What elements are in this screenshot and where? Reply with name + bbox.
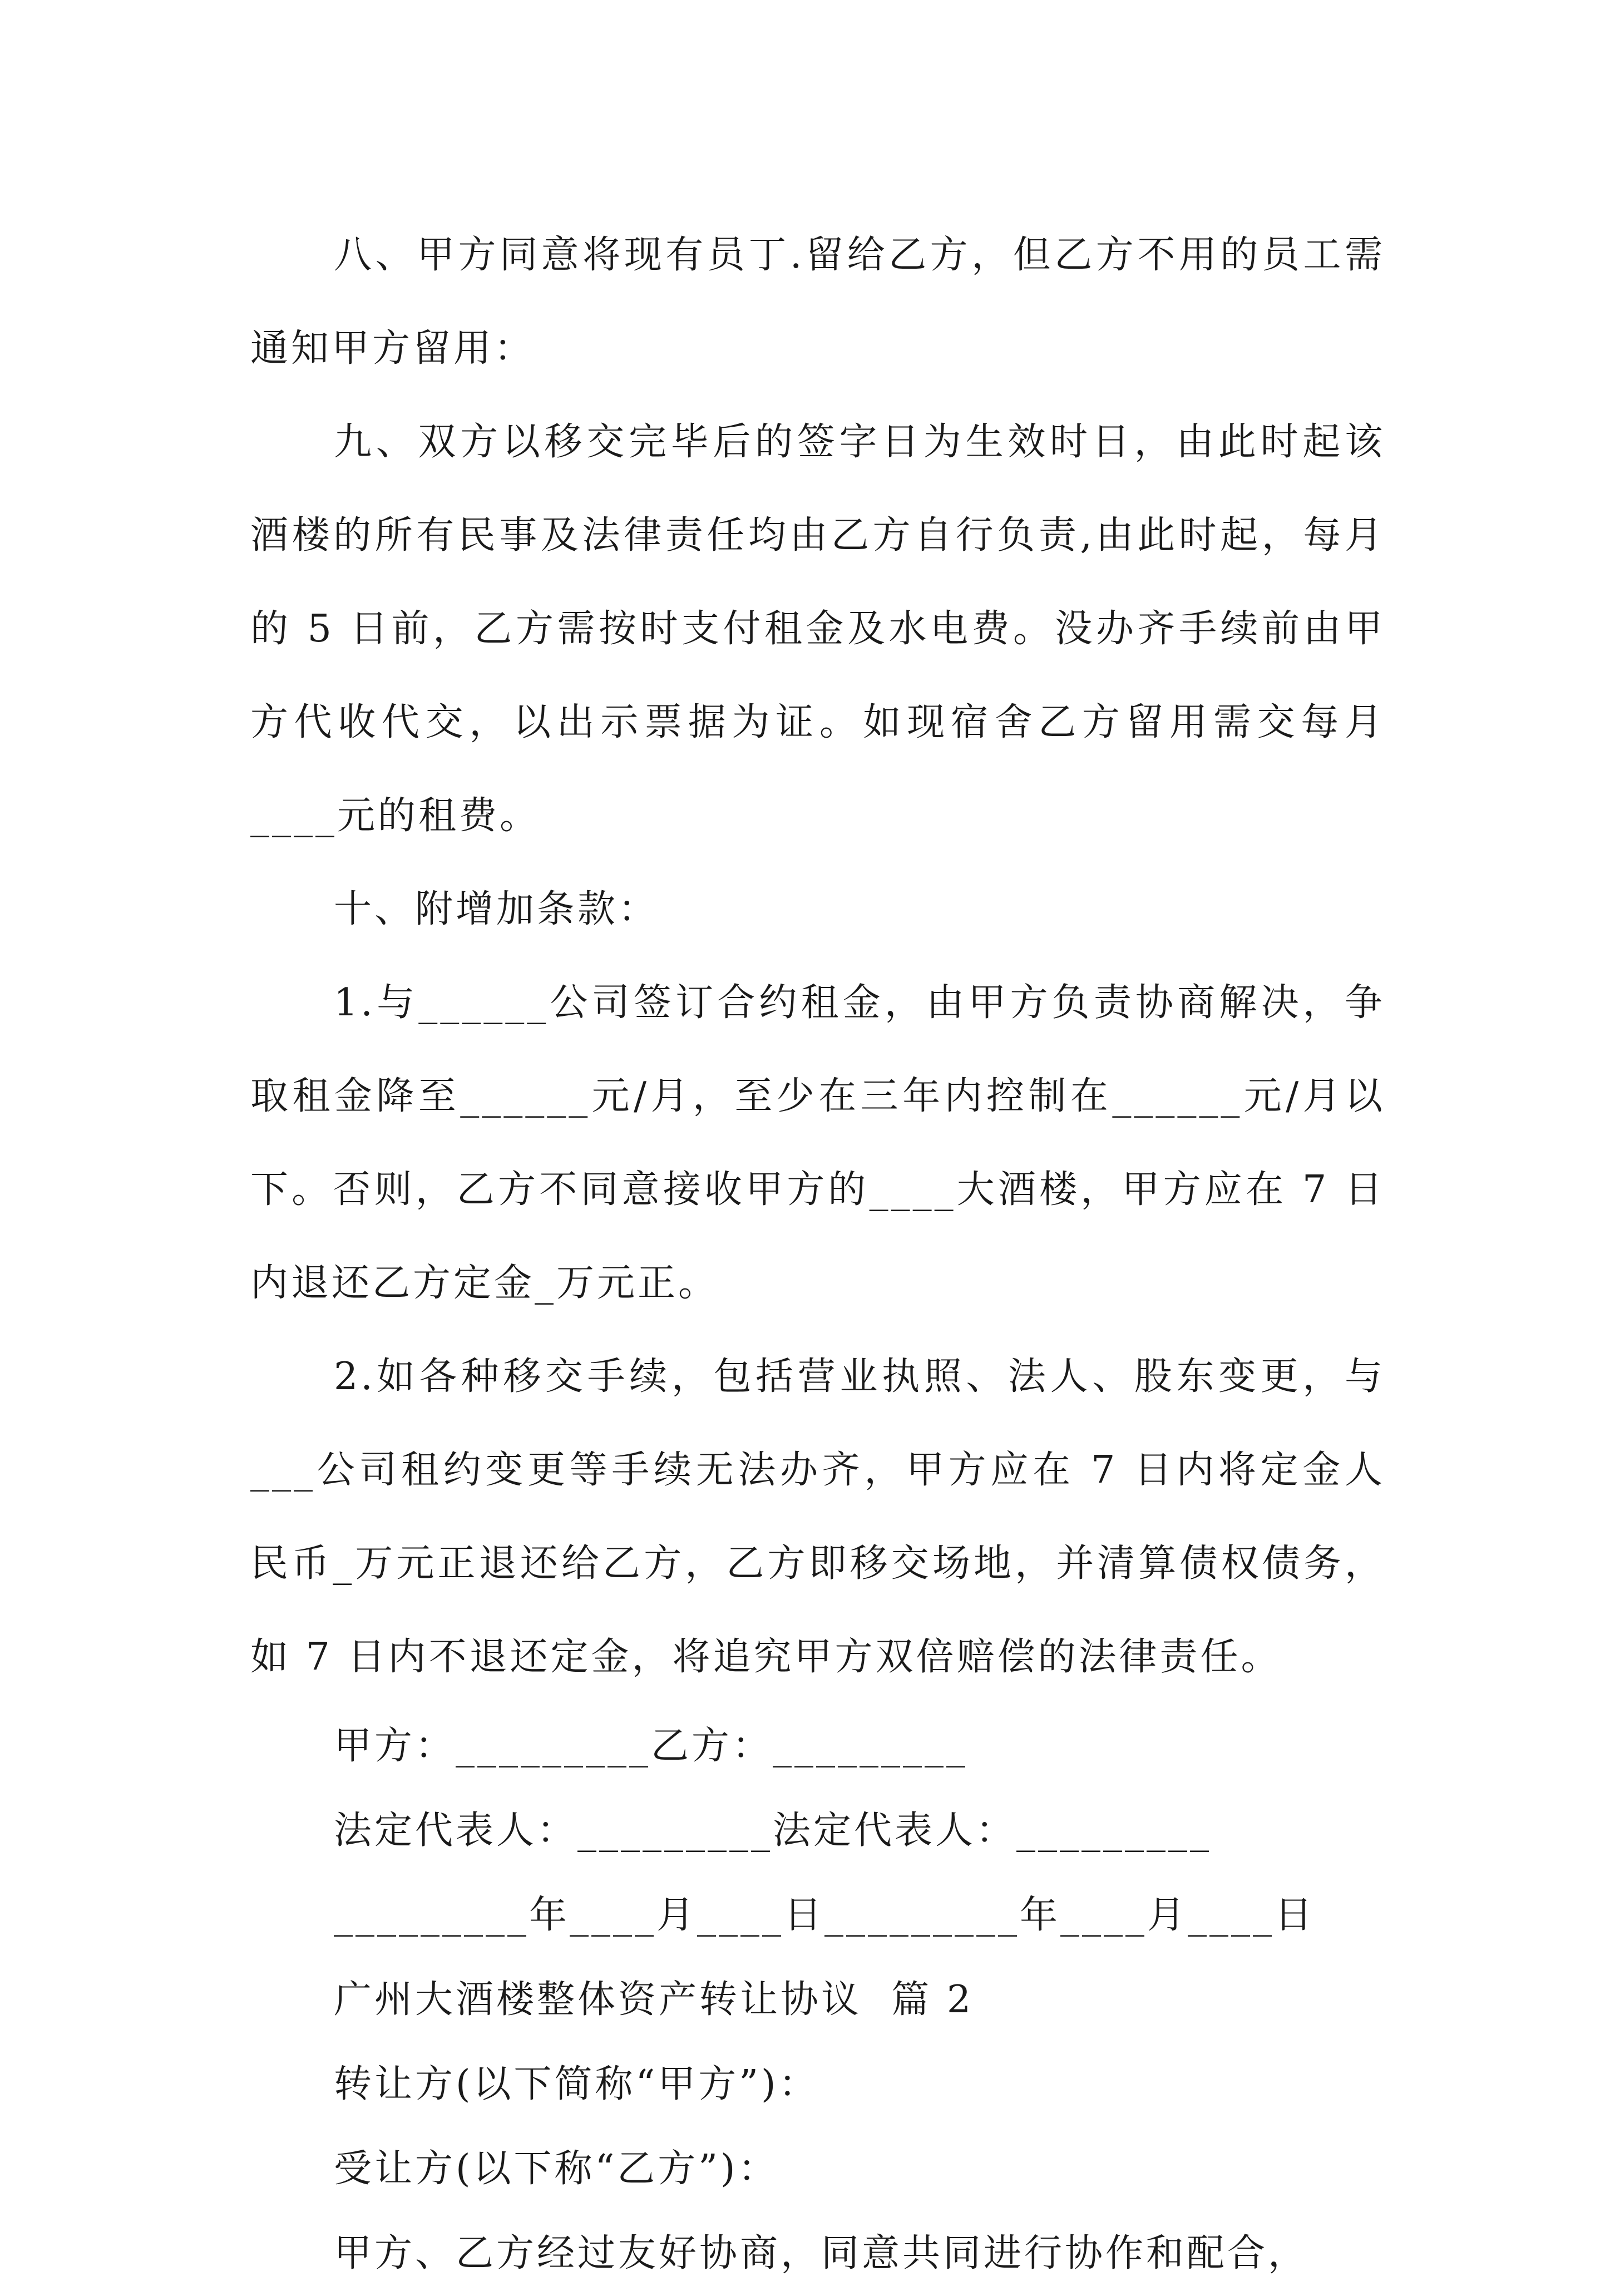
signature-representatives: 法定代表人：_________法定代表人：_________ bbox=[334, 1809, 1212, 1853]
transferor-line: 转让方(以下简称“甲方”)： bbox=[334, 2062, 819, 2106]
section-2-intro: 甲方、乙方经过友好协商，同意共同进行协作和配合， bbox=[334, 2231, 1309, 2275]
clause-10-item-2: 2.如各种移交手续，包括营业执照、法人、股东变更，与___公司租约变更等手续无法办齐，甲方应在 7 日内将定金人民币_万元正退还给乙方，乙方即移交场地，并清算债权债务，如 7 日内不退还定金，将追究甲方双倍赔偿的法律责任。 bbox=[250, 1355, 1385, 1679]
clause-10-heading: 十、附增加条款： bbox=[334, 887, 659, 931]
transferee-line: 受让方(以下称“乙方”)： bbox=[334, 2147, 779, 2191]
document-body bbox=[250, 209, 1385, 2296]
signature-parties: 甲方：_________乙方：_________ bbox=[334, 1724, 969, 1768]
clause-10-item-1: 1.与______公司签订合约租金，由甲方负责协商解决，争取租金降至______元/月，至少在三年内控制在______元/月以下。否则，乙方不同意接收甲方的____大酒楼，甲方应在 7 日内退还乙方定金_万元正。 bbox=[250, 981, 1385, 1305]
section-2-title: 广州大酒楼整体资产转让协议 篇 2 bbox=[334, 1978, 974, 2022]
clause-9: 九、双方以移交完毕后的签字日为生效时日，由此时起该酒楼的所有民事及法律责任均由乙方自行负责,由此时起，每月的 5 日前，乙方需按时支付租金及水电费。没办齐手续前由甲方代收代交，以出示票据为证。如现宿舍乙方留用需交每月____元的租费。 bbox=[250, 420, 1385, 838]
signature-dates: _________年____月____日_________年____月____日 bbox=[334, 1893, 1316, 1937]
clause-8: 八、甲方同意将现有员丁.留给乙方，但乙方不用的员工需通知甲方留用： bbox=[250, 233, 1385, 371]
